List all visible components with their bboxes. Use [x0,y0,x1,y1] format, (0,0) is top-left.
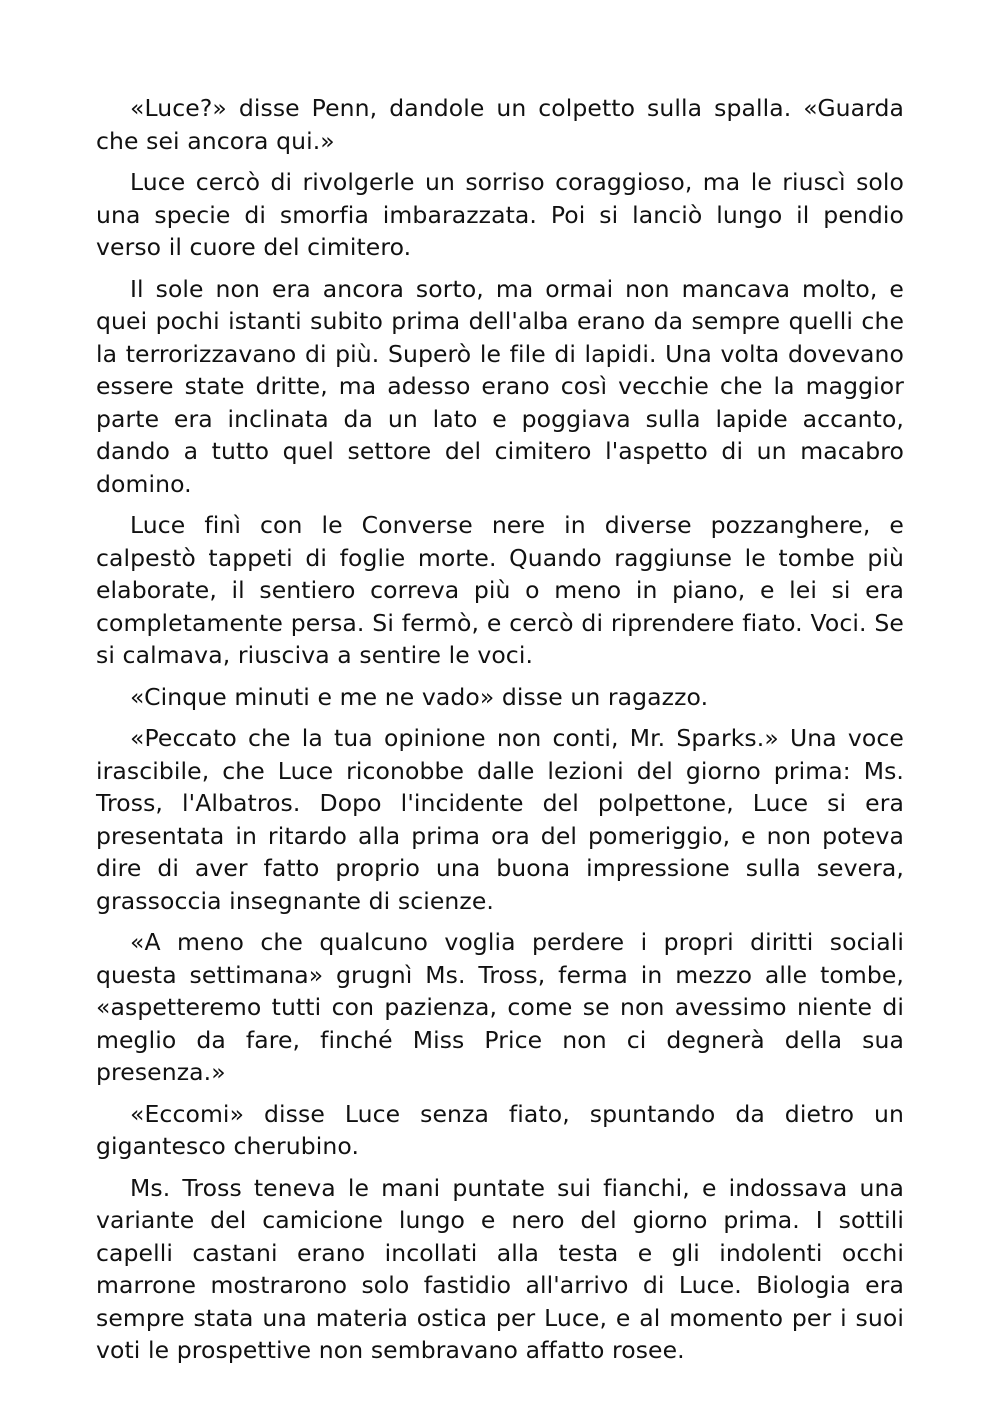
paragraph-9: Ms. Tross teneva le mani puntate sui fianchi, e indossava una variante del camicione lungo e nero del giorno prima. I sottili capelli castani erano incollati alla testa e gli indolenti occhi marrone mostrarono solo fastidio all'arrivo di Luce. Biologia era sempre stata una materia ostica per Luce, e al momento per i suoi voti le prospettive non sembravano affatto rosee. [96,1173,904,1364]
paragraph-8: «Eccomi» disse Luce senza fiato, spuntando da dietro un gigantesco cherubino. [96,1099,904,1160]
paragraph-2: Luce cercò di rivolgerle un sorriso coraggioso, ma le riuscì solo una specie di smorfia imbarazzata. Poi si lanciò lungo il pendio verso il cuore del cimitero. [96,168,904,261]
paragraph-1: «Luce?» disse Penn, dandole un colpetto sulla spalla. «Guarda che sei ancora qui.» [96,94,904,155]
paragraph-4: Luce finì con le Converse nere in diverse pozzanghere, e calpestò tappeti di foglie morte. Quando raggiunse le tombe più elaborate, il sentiero correva più o meno in piano, e lei si era completamente persa. Si fermò, e cercò di riprendere fiato. Voci. Se si calmava, riusciva a sentire le voci. [96,511,904,669]
paragraph-6: «Peccato che la tua opinione non conti, Mr. Sparks.» Una voce irascibile, che Luce riconobbe dalle lezioni del giorno prima: Ms. Tross, l'Albatros. Dopo l'incidente del polpettone, Luce si era presentata in ritardo alla prima ora del pomeriggio, e non poteva dire di aver fatto proprio una buona impressione sulla severa, grassoccia insegnante di scienze. [96,724,904,915]
paragraph-7: «A meno che qualcuno voglia perdere i propri diritti sociali questa settimana» grugnì Ms. Tross, ferma in mezzo alle tombe, «aspetteremo tutti con pazienza, come se non avessimo niente di meglio da fare, finché Miss Price non ci degnerà della sua presenza.» [96,928,904,1086]
paragraph-3: Il sole non era ancora sorto, ma ormai non mancava molto, e quei pochi istanti subito prima dell'alba erano da sempre quelli che la terrorizzavano di più. Superò le file di lapidi. Una volta dovevano essere state dritte, ma adesso erano così vecchie che la maggior parte era inclinata da un lato e poggiava sulla lapide accanto, dando a tutto quel settore del cimitero l'aspetto di un macabro domino. [96,274,904,498]
paragraph-5: «Cinque minuti e me ne vado» disse un ragazzo. [130,682,709,711]
page-body [96,92,904,1367]
